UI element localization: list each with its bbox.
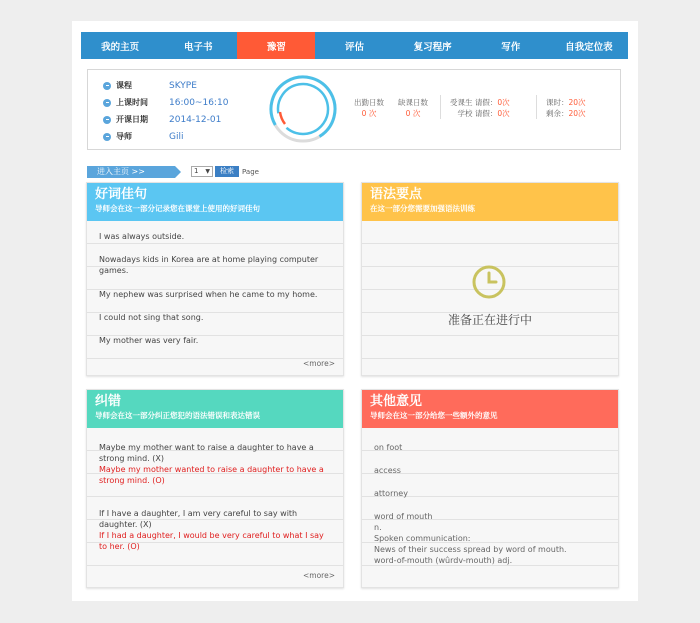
card-corrections	[86, 389, 344, 588]
opinion-line: attorney	[374, 489, 408, 498]
info-row-tutor	[103, 128, 228, 145]
info-label: 导师	[116, 132, 132, 141]
card-title: 语法要点	[370, 187, 423, 202]
attendance-stat	[354, 97, 384, 119]
stat-divider	[440, 95, 441, 119]
card-header	[362, 183, 618, 221]
course-info-list	[103, 77, 228, 145]
card-body	[362, 428, 618, 587]
card-body	[87, 221, 343, 375]
clock-icon	[472, 265, 506, 299]
info-value: 2014-12-01	[169, 114, 222, 125]
card-title: 好词佳句	[95, 187, 148, 202]
card-grammar	[361, 182, 619, 376]
info-label: 上课时间	[116, 98, 148, 107]
in-progress-text: 准备正在进行中	[447, 313, 532, 327]
chevron-down-icon: ▼	[205, 168, 210, 175]
lessons-label: 课时：	[546, 98, 569, 107]
opinion-line: word of mouth	[374, 512, 433, 521]
info-label: 开课日期	[116, 115, 148, 124]
main-nav	[81, 32, 628, 59]
absence-label: 缺课日数	[398, 98, 428, 107]
nav-item-review[interactable]: 复习程序	[413, 41, 452, 53]
opinion-line: word-of-mouth (wûrdv-mouth) adj.	[374, 556, 513, 565]
nav-item-ebook[interactable]: 电子书	[183, 41, 213, 53]
card-subtitle: 导师会在这一部分给您一些额外的意见	[370, 411, 498, 420]
stat-divider	[536, 95, 537, 119]
card-title: 纠错	[95, 394, 122, 409]
card-body	[87, 428, 343, 587]
remaining-value: 20次	[568, 109, 586, 118]
info-row-course	[103, 77, 228, 94]
pager-bar	[87, 165, 259, 178]
corrected-sentence: Maybe my mother wanted to raise a daughter to have a strong mind. (O)	[99, 465, 324, 485]
enter-home-button[interactable]: 进入主页 >>	[87, 166, 175, 178]
card-opinions	[361, 389, 619, 588]
absence-value: 0 次	[405, 109, 421, 118]
card-header	[87, 183, 343, 221]
opinion-line: on foot	[374, 443, 403, 452]
info-row-time	[103, 94, 228, 111]
page-word: Page	[242, 167, 259, 176]
phrase-line: Nowadays kids in Korea are at home playing computer games.	[99, 255, 319, 275]
info-row-start-date	[103, 111, 228, 128]
more-link[interactable]: <more>	[303, 359, 335, 368]
leave-stat	[450, 97, 510, 119]
school-leave-value: 0次	[497, 109, 510, 118]
student-leave-value: 0次	[497, 98, 510, 107]
course-info-box	[87, 69, 621, 150]
card-phrases	[86, 182, 344, 376]
attendance-label: 出勤日数	[354, 98, 384, 107]
bullet-icon	[103, 99, 111, 107]
corrected-sentence: If I had a daughter, I would be very careful to what I say to her. (O)	[99, 531, 324, 551]
nav-item-preview[interactable]: 豫習	[237, 32, 315, 59]
info-value: SKYPE	[169, 80, 197, 91]
wrong-sentence: If I have a daughter, I am very careful to say with daughter. (X)	[99, 509, 298, 529]
info-value: 16:00~16:10	[169, 97, 229, 108]
nav-item-evaluation[interactable]: 评估	[344, 41, 364, 53]
opinion-definition	[362, 511, 620, 566]
lessons-value: 20次	[568, 98, 586, 107]
correction-item	[87, 508, 345, 552]
card-header	[362, 390, 618, 428]
opinion-line: n.	[374, 523, 382, 532]
student-leave-label: 受课生 请假：	[450, 98, 498, 107]
card-subtitle: 在这一部分您需要加强语法训练	[370, 204, 475, 213]
info-value: Gili	[169, 131, 184, 142]
page-sheet	[72, 21, 638, 601]
wrong-sentence: Maybe my mother want to raise a daughter to have a strong mind. (X)	[99, 443, 314, 463]
absence-stat	[398, 97, 428, 119]
opinion-line: access	[374, 466, 401, 475]
info-label: 课程	[116, 81, 132, 90]
search-button[interactable]: 检索	[215, 166, 239, 177]
nav-item-writing[interactable]: 写作	[501, 41, 521, 53]
phrase-line: My nephew was surprised when he came to my home.	[99, 290, 318, 299]
remaining-label: 剩余：	[546, 109, 569, 118]
nav-item-self-assessment[interactable]: 自我定位表	[565, 41, 613, 53]
opinion-line: News of their success spread by word of mouth.	[374, 545, 567, 554]
attendance-ring-chart	[268, 74, 338, 144]
attendance-value: 0 次	[361, 109, 377, 118]
bullet-icon	[103, 133, 111, 141]
card-header	[87, 390, 343, 428]
card-subtitle: 导师会在这一部分纠正您犯的语法错误和表达错误	[95, 411, 260, 420]
page-select[interactable]	[191, 166, 213, 177]
card-subtitle: 导师会在这一部分记录您在课堂上使用的好词佳句	[95, 204, 260, 213]
bullet-icon	[103, 82, 111, 90]
card-title: 其他意见	[370, 394, 423, 409]
page-select-value: 1	[194, 167, 199, 175]
phrase-line: I could not sing that song.	[99, 313, 204, 322]
bullet-icon	[103, 116, 111, 124]
card-body	[362, 221, 618, 375]
opinion-line: Spoken communication:	[374, 534, 471, 543]
lessons-stat	[546, 97, 586, 119]
nav-item-home[interactable]: 我的主页	[101, 41, 140, 53]
phrase-line: My mother was very fair.	[99, 336, 199, 345]
correction-item	[87, 442, 345, 486]
phrase-line: I was always outside.	[99, 232, 185, 241]
school-leave-label: 学校 请假：	[457, 109, 498, 118]
more-link[interactable]: <more>	[303, 571, 335, 580]
